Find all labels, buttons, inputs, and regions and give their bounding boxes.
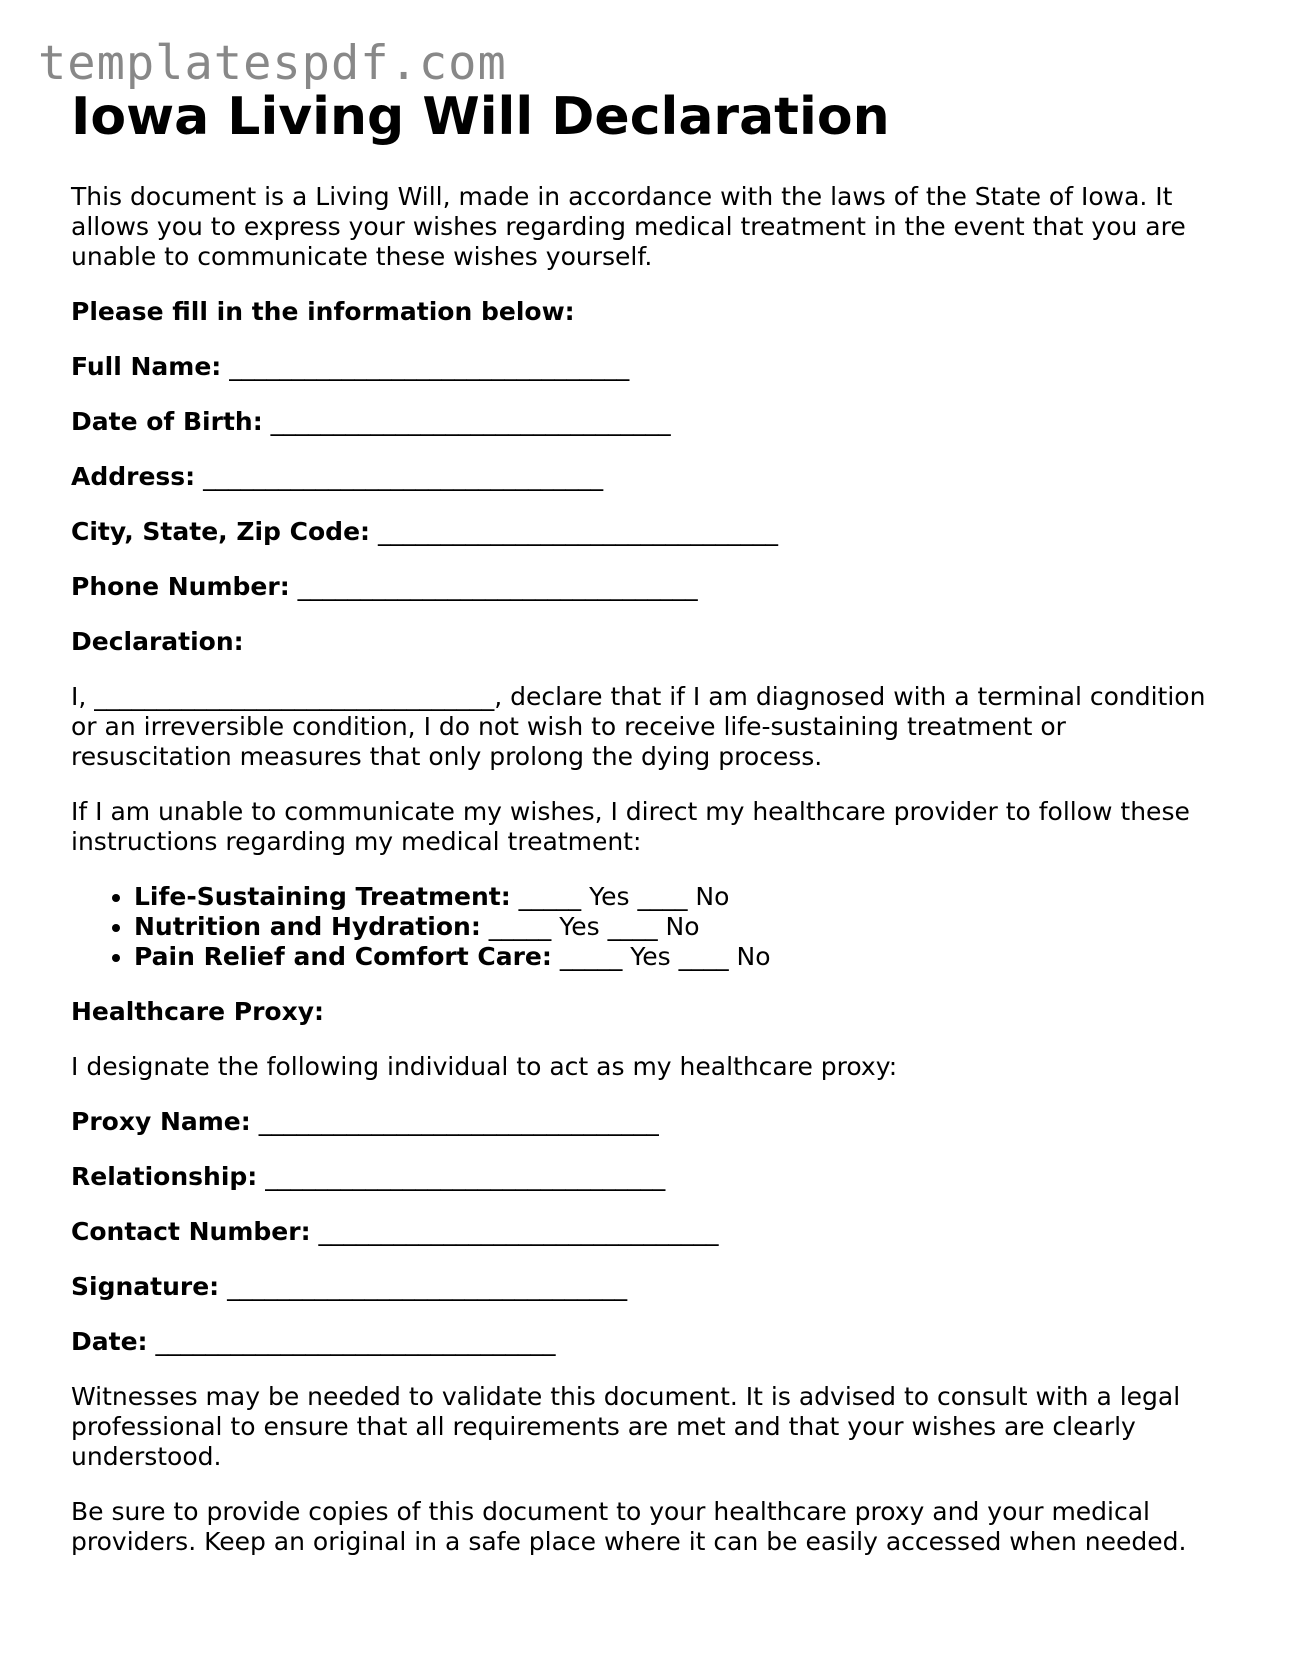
declaration-heading: Declaration: (71, 626, 244, 656)
treatment-label: Nutrition and Hydration: (134, 911, 481, 941)
treatment-options-list (71, 882, 1231, 972)
signature-field[interactable] (71, 1272, 1231, 1302)
no-label: No (736, 941, 771, 971)
field-blank[interactable]: ________________________________ (203, 461, 604, 491)
field-label: Phone Number: (71, 571, 290, 601)
healthcare-proxy-heading: Healthcare Proxy: (71, 996, 324, 1026)
field-label: Full Name: (71, 351, 222, 381)
field-blank[interactable]: ________________________________ (229, 351, 630, 381)
intro-paragraph: This document is a Living Will, made in accordance with the laws of the State of Iowa. It allows you to express your wishes regarding medical treatment in the event that you are unable to communicate these wishes yourself. (71, 181, 1186, 271)
list-item (134, 882, 1231, 912)
yes-blank[interactable]: _____ (518, 881, 582, 911)
treatment-label: Pain Relief and Comfort Care: (134, 941, 552, 971)
list-item (134, 912, 1231, 942)
field-blank[interactable]: ________________________________ (227, 1271, 628, 1301)
field-blank[interactable]: ________________________________ (318, 1216, 719, 1246)
copies-note: Be sure to provide copies of this document to your healthcare proxy and your medical providers. Keep an original in a safe place where it can be easily accessed when needed. (71, 1496, 1187, 1556)
field-label: Date: (71, 1326, 148, 1356)
fill-prompt: Please fill in the information below: (71, 296, 575, 326)
no-blank[interactable]: ____ (678, 941, 729, 971)
field-blank[interactable]: ________________________________ (258, 1106, 659, 1136)
field-label: Address: (71, 461, 196, 491)
contact-number-field[interactable] (71, 1217, 1231, 1247)
witness-note: Witnesses may be needed to validate this document. It is advised to consult with a legal professional to ensure that all requirements are met and that your wishes are clearly understood. (71, 1381, 1181, 1471)
field-blank[interactable]: ________________________________ (265, 1161, 666, 1191)
field-blank[interactable]: ________________________________ (155, 1326, 556, 1356)
field-blank[interactable]: ________________________________ (377, 516, 778, 546)
city-state-zip-field[interactable] (71, 517, 1231, 547)
field-label: City, State, Zip Code: (71, 516, 371, 546)
field-label: Proxy Name: (71, 1106, 251, 1136)
field-label: Date of Birth: (71, 406, 263, 436)
proxy-name-field[interactable] (71, 1107, 1231, 1137)
relationship-field[interactable] (71, 1162, 1231, 1192)
full-name-field[interactable] (71, 352, 1231, 382)
yes-blank[interactable]: _____ (488, 911, 552, 941)
yes-label: Yes (559, 911, 600, 941)
document-body (71, 88, 1231, 1582)
yes-label: Yes (589, 881, 630, 911)
address-field[interactable] (71, 462, 1231, 492)
date-field[interactable] (71, 1327, 1231, 1357)
list-item (134, 942, 1231, 972)
declaration-text: , declare that if I am diagnosed with a terminal condition or an irreversible condition, I do not wish to receive life-sustaining treatment or resuscitation measures that only prolong the dying process. (71, 681, 1206, 771)
no-label: No (695, 881, 730, 911)
no-label: No (665, 911, 700, 941)
treatment-label: Life-Sustaining Treatment: (134, 881, 511, 911)
yes-blank[interactable]: _____ (559, 941, 623, 971)
no-blank[interactable]: ____ (637, 881, 688, 911)
field-blank[interactable]: ________________________________ (297, 571, 698, 601)
proxy-designation: I designate the following individual to act as my healthcare proxy: (71, 1051, 898, 1081)
declaration-prefix: I, (71, 681, 95, 711)
field-label: Contact Number: (71, 1216, 311, 1246)
declaration-paragraph (71, 682, 1231, 772)
date-of-birth-field[interactable] (71, 407, 1231, 437)
watermark: templatespdf.com (38, 36, 507, 91)
instructions-paragraph: If I am unable to communicate my wishes, I direct my healthcare provider to follow these instructions regarding my medical treatment: (71, 796, 1190, 856)
field-label: Relationship: (71, 1161, 258, 1191)
declarant-name-blank[interactable]: ________________________________ (94, 681, 495, 711)
no-blank[interactable]: ____ (607, 911, 658, 941)
yes-label: Yes (630, 941, 671, 971)
page-title: Iowa Living Will Declaration (71, 87, 890, 147)
field-label: Signature: (71, 1271, 220, 1301)
phone-number-field[interactable] (71, 572, 1231, 602)
field-blank[interactable]: ________________________________ (270, 406, 671, 436)
